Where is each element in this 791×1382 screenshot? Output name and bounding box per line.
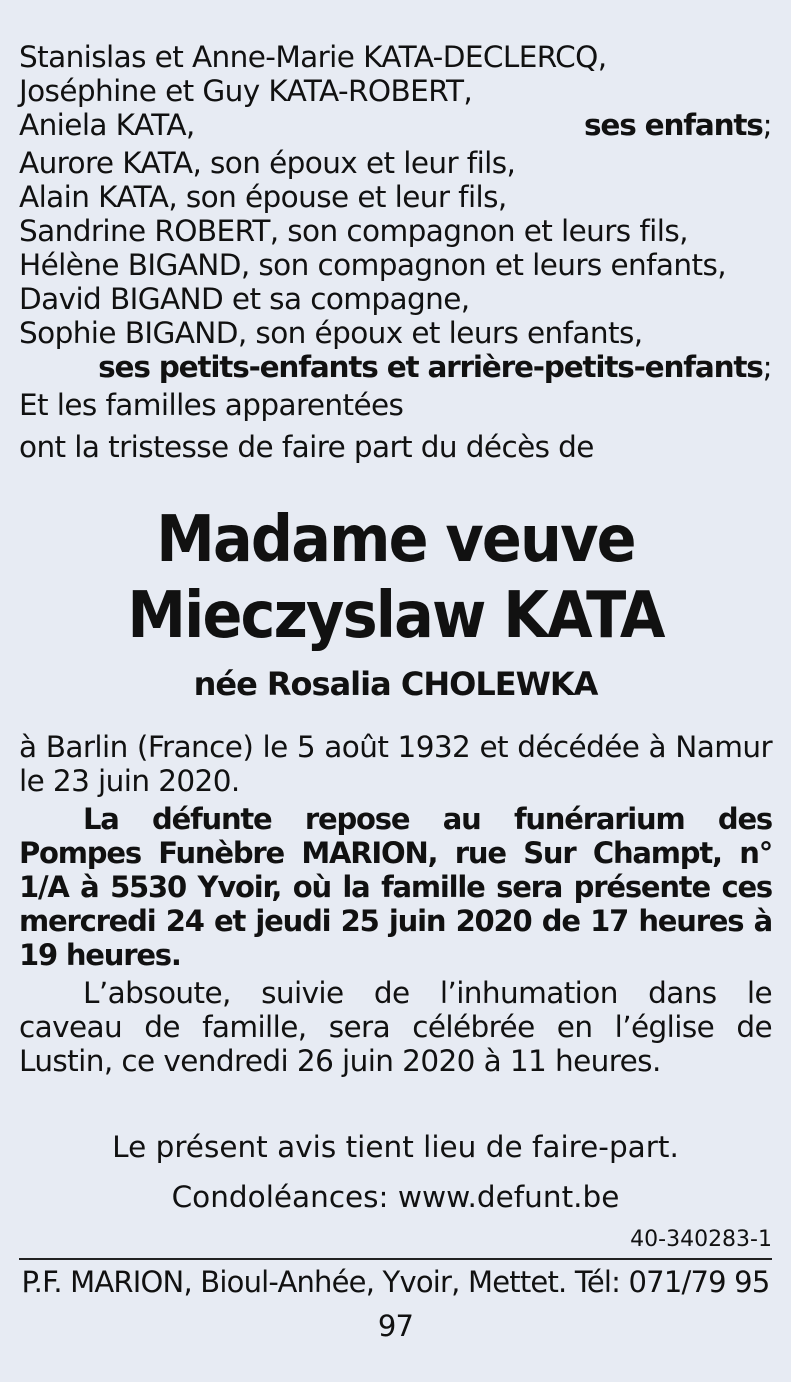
funeral-home-footer: P.F. MARION, Bioul-Anhée, Yvoir, Mettet. Tél: 071/79 95 97 [21, 1265, 770, 1343]
grandchildren-line: Hélène BIGAND, son compagnon et leurs enfants, [19, 248, 726, 282]
grandchildren-label: ses petits-enfants et arrière-petits-enfants [98, 350, 763, 384]
children-line: Stanislas et Anne-Marie KATA-DECLERCQ, [19, 40, 607, 74]
children-punct: ; [762, 108, 772, 142]
condolences-line: Condoléances: www.defunt.be [171, 1180, 620, 1214]
children-line: Aniela KATA, [19, 108, 195, 142]
ceremony-text: L’absoute, suivie de l’inhumation dans le caveau de famille, sera célébrée en l’église de Lustin, ce vendredi 26 juin 2020 à 11 heures. [19, 976, 772, 1078]
deceased-name-block [19, 502, 772, 704]
grandchildren-line: Sophie BIGAND, son époux et leurs enfants, [19, 316, 643, 350]
children-label: ses enfants [584, 108, 763, 142]
family-children [19, 40, 772, 142]
closing-block [19, 1122, 772, 1222]
relatives-line: Et les familles apparentées [19, 388, 404, 422]
maiden-name: née Rosalia CHOLEWKA [193, 665, 598, 703]
grandchildren-line: David BIGAND et sa compagne, [19, 282, 470, 316]
deceased-name-line2: Mieczyslaw KATA [127, 579, 664, 653]
deceased-name-line1: Madame veuve [156, 503, 635, 577]
family-grandchildren [19, 146, 772, 384]
announce-line: ont la tristesse de faire part du décès de [19, 430, 594, 464]
grandchildren-line: Sandrine ROBERT, son compagnon et leurs fils, [19, 214, 688, 248]
birth-death-text: à Barlin (France) le 5 août 1932 et décédée à Namur le 23 juin 2020. [19, 730, 772, 798]
notice-line: Le présent avis tient lieu de faire-part. [112, 1130, 679, 1164]
grandchildren-line: Alain KATA, son épouse et leur fils, [19, 180, 507, 214]
children-line: Joséphine et Guy KATA-ROBERT, [19, 74, 473, 108]
visitation-text: La défunte repose au funérarium des Pompes Funèbre MARION, rue Sur Champt, n° 1/A à 5530 Yvoir, où la famille sera présente ces mercredi 24 et jeudi 25 juin 2020 de 17 heures à 19 heures. [19, 802, 772, 972]
reference-code: 40-340283-1 [630, 1227, 772, 1252]
grandchildren-punct: ; [762, 350, 772, 384]
grandchildren-line: Aurore KATA, son époux et leur fils, [19, 146, 516, 180]
